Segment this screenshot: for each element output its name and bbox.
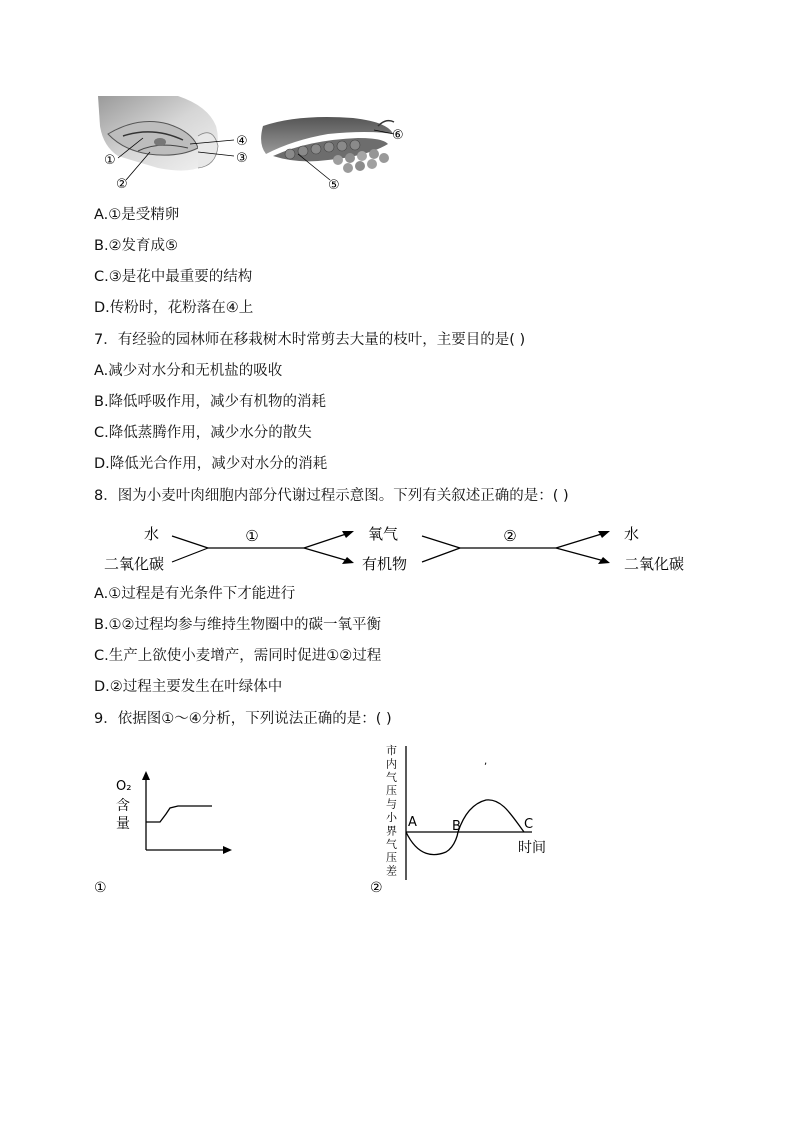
process1-label: ① (245, 527, 259, 545)
label-1: ① (104, 153, 116, 168)
graph1-ylabel-o2: O₂ (116, 779, 132, 794)
q8-stem: 8．图为小麦叶肉细胞内部分代谢过程示意图。下列有关叙述正确的是：( ) (94, 488, 569, 504)
label-4: ④ (236, 134, 248, 149)
q9-graph-1 (94, 768, 244, 896)
graph2-ylabel-char: 市 (386, 744, 397, 757)
arrowhead-organic (342, 557, 354, 564)
merge2-line-top (422, 536, 460, 548)
graph2-point-a: A (408, 815, 417, 830)
label-3: ③ (236, 151, 248, 166)
q6-option-a: A.①是受精卵 (94, 207, 180, 223)
flower-pea-figure (98, 96, 418, 192)
graph1-ylabel-char1: 含 (116, 798, 130, 814)
graph2-ylabel-char: 气 (386, 837, 397, 851)
q7-option-d: D.降低光合作用，减少对水分的消耗 (94, 456, 328, 472)
graph2-ylabel (386, 744, 398, 878)
q9-stem: 9．依据图①～④分析，下列说法正确的是：( ) (94, 711, 392, 727)
graph2-stray-mark: , (484, 756, 488, 767)
split1-line-bottom (304, 548, 352, 562)
graph2-xlabel: 时间 (518, 840, 546, 856)
graph2-ylabel-char: 界 (386, 824, 397, 838)
graph1-x-arrow (223, 846, 232, 854)
graph2-ylabel-char: 差 (386, 864, 397, 878)
graph2-ylabel-char: 压 (386, 784, 397, 798)
q9-graph-2 (370, 742, 560, 896)
q8-metabolism-diagram (100, 520, 700, 578)
graph2-ylabel-char: 压 (386, 851, 397, 865)
graph2-marker: ② (370, 880, 383, 896)
graph2-point-b: B (452, 819, 461, 834)
input-co2: 二氧化碳 (104, 555, 165, 573)
graph2-point-c: C (524, 817, 534, 832)
graph2-ylabel-char: 气 (386, 770, 397, 784)
pressure-difference-graph (370, 742, 560, 896)
mid-oxygen: 氧气 (368, 525, 399, 543)
label-6: ⑥ (392, 128, 404, 143)
q7-option-b: B.降低呼吸作用，减少有机物的消耗 (94, 394, 327, 410)
metabolism-flow-svg (100, 520, 700, 578)
q6-option-c: C.③是花中最重要的结构 (94, 269, 253, 285)
arrowhead-co2 (598, 557, 610, 564)
q6-option-d: D.传粉时，花粉落在④上 (94, 300, 254, 316)
merge2-line-bottom (422, 548, 460, 562)
q8-option-c: C.生产上欲使小麦增产，需同时促进①②过程 (94, 648, 382, 664)
graph1-y-arrow (142, 771, 150, 780)
q8-option-b: B.①②过程均参与维持生物圈中的碳一氧平衡 (94, 617, 382, 633)
graph2-ylabel-char: 与 (386, 797, 397, 811)
label-5: ⑤ (328, 178, 340, 192)
input-water: 水 (144, 525, 160, 543)
process2-label: ② (503, 527, 517, 545)
flower-pea-illustration (98, 96, 418, 192)
label-2: ② (116, 177, 128, 192)
mid-organic: 有机物 (362, 555, 408, 573)
graph1-curve (146, 806, 212, 822)
graph2-ylabel-char: 小 (386, 811, 397, 824)
q7-option-c: C.降低蒸腾作用，减少水分的散失 (94, 425, 312, 441)
graph1-marker: ① (94, 880, 107, 896)
merge-line-bottom (172, 548, 208, 562)
graph1-ylabel-char2: 量 (116, 816, 130, 832)
q6-option-b: B.②发育成⑤ (94, 238, 179, 254)
split2-line-bottom (556, 548, 608, 562)
output-water: 水 (624, 525, 640, 543)
output-co2: 二氧化碳 (624, 555, 685, 573)
q8-option-d: D.②过程主要发生在叶绿体中 (94, 679, 283, 695)
q7-stem: 7．有经验的园林师在移栽树木时常剪去大量的枝叶，主要目的是( ) (94, 332, 526, 348)
merge-line-top (172, 536, 208, 548)
graph2-curve (406, 800, 524, 855)
q8-option-a: A.①过程是有光条件下才能进行 (94, 586, 296, 602)
graph2-ylabel-char: 内 (386, 757, 397, 771)
q7-option-a: A.减少对水分和无机盐的吸收 (94, 363, 283, 379)
o2-content-graph (94, 768, 244, 896)
